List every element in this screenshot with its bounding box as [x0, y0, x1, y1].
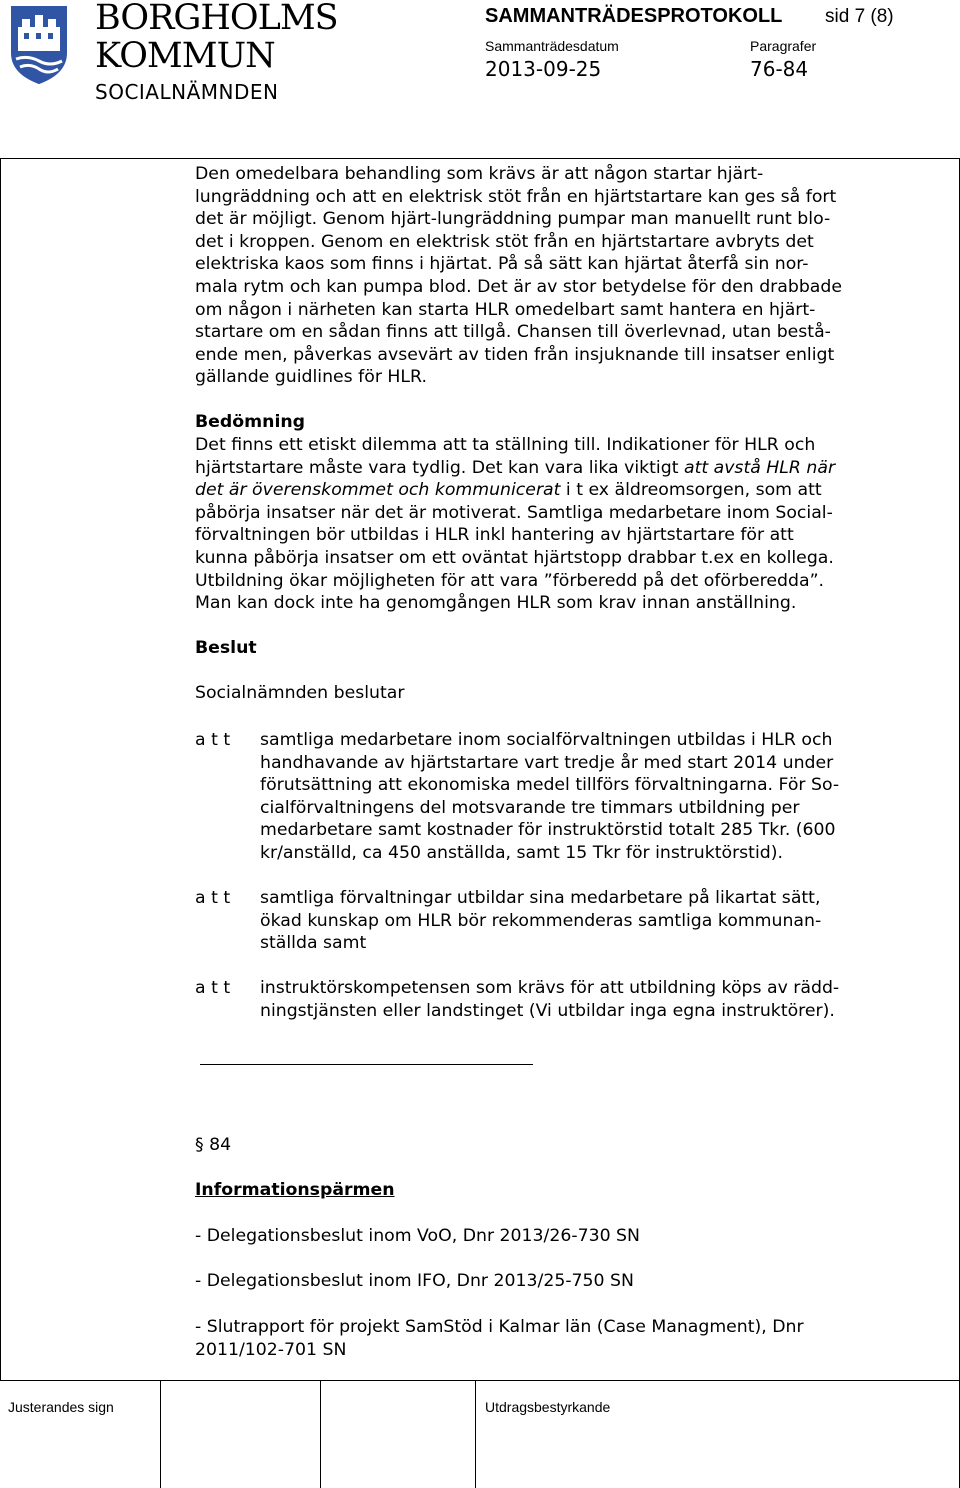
text-line: medarbetare samt kostnader för instruktörstid totalt 285 Tkr. (600 — [260, 820, 836, 841]
text-line: Man kan dock inte ha genomgången HLR som krav innan anställning. — [195, 593, 797, 614]
text-line: handhavande av hjärtstartare vart tredje år med start 2014 under — [260, 752, 834, 773]
content-frame-left-border — [0, 158, 1, 1380]
att-label: a t t — [195, 888, 231, 908]
text-segment: hjärtstartare måste vara tydlig. Det kan vara lika viktigt — [195, 457, 684, 478]
signature-footer — [0, 1380, 960, 1488]
extract-certification-label: Utdragsbestyrkande — [485, 1399, 611, 1415]
adjusters-signature-label: Justerandes sign — [8, 1399, 114, 1415]
decision-intro: Socialnämnden beslutar — [195, 683, 405, 703]
document-title: SAMMANTRÄDESPROTOKOLL — [485, 5, 783, 27]
text-line: påbörja insatser när det är motiverat. Samtliga medarbetare inom Social- — [195, 502, 833, 523]
text-line: det är möjligt. Genom hjärt-lungräddning pumpar man manuellt runt blo- — [195, 209, 831, 230]
paragraphs-value: 76-84 — [750, 57, 809, 81]
text-line: cialförvaltningens del motsvarande tre timmars utbildning per — [260, 797, 800, 818]
text-line: Det finns ett etiskt dilemma att ta ställning till. Indikationer för HLR och — [195, 435, 816, 455]
text-line: lungräddning och att en elektrisk stöt från en hjärtstartare kan ges så fort — [195, 186, 837, 207]
page-number: sid 7 (8) — [825, 6, 894, 27]
list-item: - Delegationsbeslut inom VoO, Dnr 2013/26-730 SN — [195, 1226, 640, 1246]
text-line: ende men, påverkas avsevärt av tiden från insjuknande till insatser enligt — [195, 344, 835, 365]
information-binder-heading: Informationspärmen — [195, 1180, 395, 1200]
signature-box — [0, 1381, 161, 1488]
assessment-heading: Bedömning — [195, 412, 306, 432]
content-frame-top-border — [0, 158, 960, 159]
text-line: kr/anställd, ca 450 anställda, samt 15 Tkr för instruktörstid). — [260, 842, 783, 863]
text-line: gällande guidlines för HLR. — [195, 367, 427, 388]
text-line: förvaltningen bör utbildas i HLR inkl hantering av hjärtstartare för att — [195, 525, 794, 546]
text-line: ningstjänsten eller landstinget (Vi utbildar inga egna instruktörer). — [260, 1000, 835, 1021]
text-segment: i t ex äldreomsorgen, som att — [560, 480, 822, 501]
text-line: Utbildning ökar möjligheten för att vara ”förberedd på det oförberedda”. — [195, 570, 825, 591]
att-label: a t t — [195, 730, 231, 750]
organization-name-line2: KOMMUN — [95, 36, 275, 76]
decision-item — [260, 977, 839, 1022]
paragraphs-label: Paragrafer — [750, 38, 817, 54]
signature-box — [320, 1381, 476, 1488]
list-item: - Delegationsbeslut inom IFO, Dnr 2013/25-750 SN — [195, 1271, 634, 1291]
text-line: samtliga förvaltningar utbildar sina medarbetare på likartat sätt, — [260, 888, 821, 908]
text-line: ställda samt — [260, 933, 367, 954]
meeting-date-value: 2013-09-25 — [485, 57, 602, 81]
text-line: Den omedelbara behandling som krävs är att någon startar hjärt- — [195, 164, 764, 184]
italic-text-segment: det är överenskommet och kommunicerat — [195, 480, 561, 501]
italic-text-segment: att avstå HLR när — [683, 457, 836, 478]
meeting-date-label: Sammanträdesdatum — [485, 38, 619, 54]
text-line: 2011/102-701 SN — [195, 1339, 347, 1360]
text-line: förutsättning att ekonomiska medel tillförs förvaltningarna. För So- — [260, 775, 840, 796]
organization-name-line1: BORGHOLMS — [95, 0, 338, 38]
assessment-paragraph — [195, 434, 905, 615]
list-item — [195, 1316, 804, 1361]
text-line: instruktörskompetensen som krävs för att utbildning köps av rädd- — [260, 978, 840, 998]
text-line: startare om en sådan finns att tillgå. Chansen till överlevnad, utan bestå- — [195, 322, 831, 343]
text-line: kunna påbörja insatser om ett oväntat hjärtstopp drabbar t.ex en kollega. — [195, 547, 834, 568]
text-line: om någon i närheten kan starta HLR omedelbart samt hantera en hjärt- — [195, 299, 816, 320]
text-line: mala rytm och kan pumpa blod. Det är av stor betydelse för den drabbade — [195, 276, 843, 297]
decision-item — [260, 887, 821, 955]
text-line — [195, 457, 905, 480]
department-name: SOCIALNÄMNDEN — [95, 80, 279, 104]
signature-box — [160, 1381, 321, 1488]
decision-heading: Beslut — [195, 638, 257, 658]
text-line: det i kroppen. Genom en elektrisk stöt från en hjärtstartare avbryts det — [195, 231, 814, 252]
text-line: elektriska kaos som finns i hjärtat. På så sätt kan hjärtat återfå sin nor- — [195, 254, 809, 275]
text-line: - Slutrapport för projekt SamStöd i Kalmar län (Case Managment), Dnr — [195, 1317, 804, 1337]
section-separator-line — [200, 1064, 533, 1065]
att-label: a t t — [195, 978, 231, 998]
intro-paragraph — [195, 163, 905, 389]
text-line — [195, 479, 905, 502]
text-line: samtliga medarbetare inom socialförvaltningen utbildas i HLR och — [260, 730, 833, 750]
text-line: ökad kunskap om HLR bör rekommenderas samtliga kommunan- — [260, 910, 822, 931]
municipality-coat-of-arms-logo — [10, 5, 68, 85]
decision-item — [260, 729, 839, 865]
paragraph-number: § 84 — [195, 1135, 232, 1155]
